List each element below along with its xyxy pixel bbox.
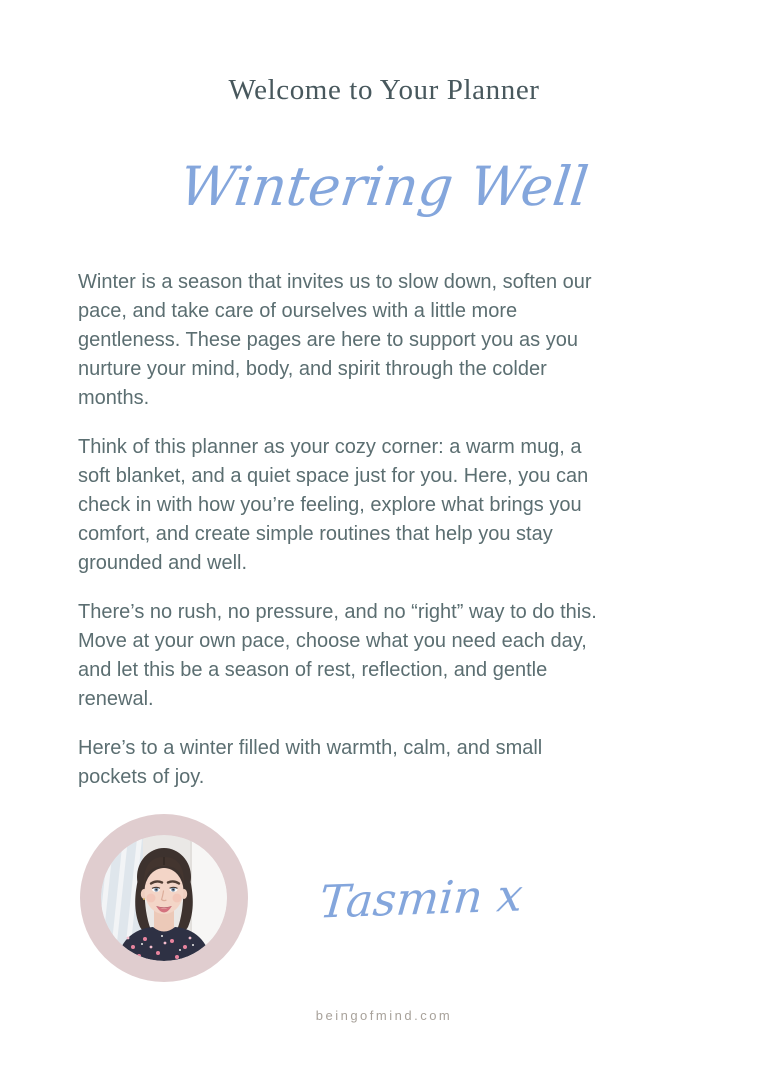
author-section xyxy=(80,814,768,982)
body-paragraph: There’s no rush, no pressure, and no “right” way to do this. Move at your own pace, choose what you need each day, and let this be a season of rest, reflection, and gentle renewal. xyxy=(78,601,597,710)
author-photo-ring xyxy=(80,814,248,982)
body-paragraph: Winter is a season that invites us to slow down, soften our pace, and take care of ourselves with a little more gentleness. These pages are here to support you as you nurture your mind, body, and spirit through the colder months. xyxy=(78,271,592,409)
welcome-text xyxy=(78,268,605,792)
script-heading: Wintering Well xyxy=(176,155,592,218)
author-photo xyxy=(101,835,227,961)
author-signature: Tasmin x xyxy=(317,867,525,929)
page-title: Welcome to Your Planner xyxy=(228,74,540,106)
body-paragraph: Here’s to a winter filled with warmth, calm, and small pockets of joy. xyxy=(78,737,543,788)
website-footer: beingofmind.com xyxy=(315,1008,453,1023)
body-paragraph: Think of this planner as your cozy corner: a warm mug, a soft blanket, and a quiet space just for you. Here, you can check in with how you’re feeling, explore what brings you comfort, and create simple routines that help you stay grounded and well. xyxy=(78,436,589,574)
